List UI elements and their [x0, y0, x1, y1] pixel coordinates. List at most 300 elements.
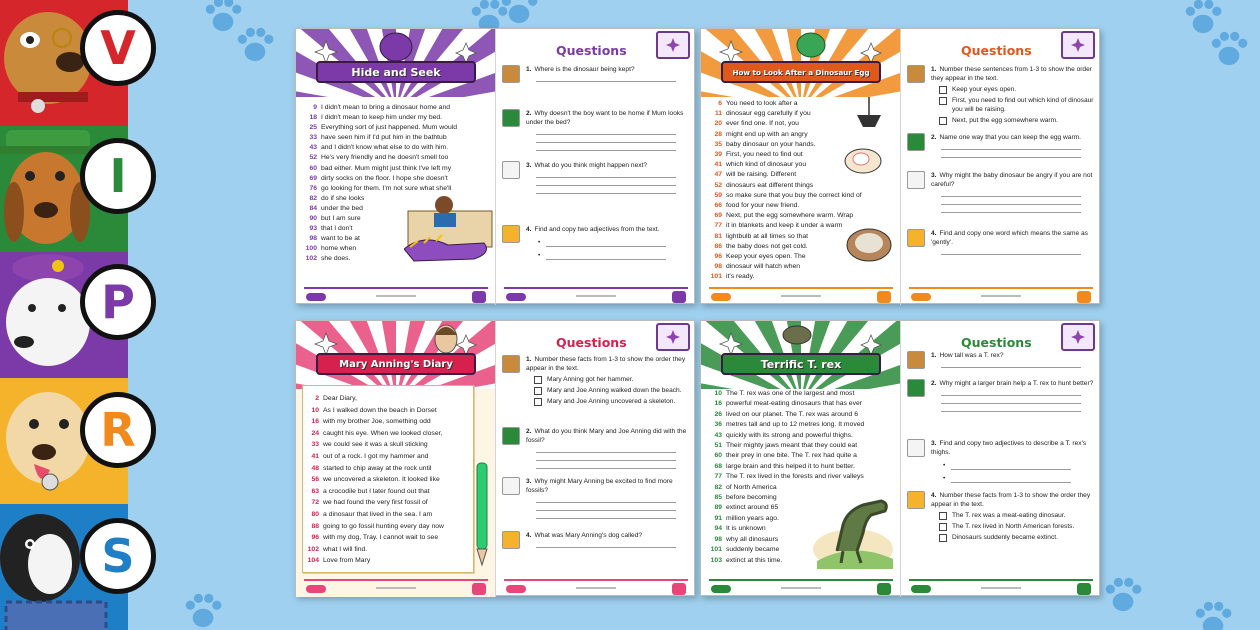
option-text: Mary and Joe Anning walked down the beach.	[547, 387, 682, 394]
answer-line[interactable]	[536, 143, 676, 151]
ordering-option	[534, 375, 690, 384]
word-count: 101	[710, 546, 722, 554]
answer-line[interactable]	[536, 127, 676, 135]
word-count: 98	[309, 235, 317, 243]
word-count: 80	[311, 510, 319, 518]
story-line-text: so make sure that you buy the correct kind of	[726, 191, 862, 199]
word-count: 39	[714, 151, 722, 159]
option-text: The T. rex lived in North American forests.	[952, 523, 1075, 530]
question	[502, 109, 690, 151]
badge-icon	[877, 583, 891, 595]
story-text	[306, 393, 444, 567]
answer-line[interactable]	[536, 135, 676, 143]
question-skill-dog-icon	[502, 427, 520, 445]
answer-line[interactable]	[536, 540, 676, 548]
letter-r: R	[100, 403, 136, 457]
story-line	[304, 103, 451, 113]
story-line-text: might end up with an angry	[726, 130, 808, 138]
story-line	[709, 451, 857, 461]
word-count: 52	[714, 181, 722, 189]
option-text: First, you need to find out which kind of dinosaur you will be raising.	[952, 97, 1094, 113]
story-line-text: powerful meat-eating dinosaurs that has ever	[726, 400, 863, 408]
question-skill-dog-icon	[907, 171, 925, 189]
word-count: 69	[309, 174, 317, 182]
publisher-logo-icon	[911, 293, 931, 301]
word-count: 63	[311, 487, 319, 495]
badge-icon	[472, 583, 486, 595]
badge-icon	[672, 291, 686, 303]
story-line-text: what I will find.	[323, 545, 368, 553]
story-text	[709, 99, 862, 283]
story-line	[709, 201, 833, 211]
story-line-text: Love from Mary	[323, 557, 371, 565]
story-line-text: dinosaur will hatch when	[726, 263, 801, 271]
word-count: 90	[309, 215, 317, 223]
story-line-text: I didn't mean to keep him under my bed.	[321, 114, 443, 122]
question	[907, 439, 1095, 483]
story-line-text: Dear Diary,	[323, 395, 357, 402]
question-number: 4.	[931, 230, 937, 237]
story-line	[709, 441, 858, 451]
paw-print-icon	[1206, 26, 1252, 72]
word-count: 103	[710, 556, 722, 564]
number-box[interactable]	[939, 86, 947, 94]
story-line-text: million years ago.	[726, 514, 779, 522]
word-count: 43	[309, 144, 317, 152]
answer-bullet[interactable]	[943, 461, 1095, 470]
question-text: Find and copy two adjectives to describe a T. rex's thighs.	[931, 440, 1087, 456]
questions-heading: Questions	[961, 335, 1032, 350]
story-line-text: caught his eye. When we looked closer,	[323, 429, 443, 437]
page-footer	[496, 577, 696, 597]
story-line	[709, 410, 858, 420]
word-count: 96	[311, 534, 319, 542]
question-skill-dog-icon	[907, 491, 925, 509]
questions-page	[496, 321, 696, 597]
story-line	[306, 428, 443, 440]
paw-print-icon	[232, 22, 278, 68]
story-line-text: want to be at	[321, 235, 360, 243]
worksheet-title: How to Look After a Dinosaur Egg	[721, 61, 881, 83]
page-footer	[901, 285, 1101, 305]
number-box[interactable]	[939, 512, 947, 520]
badge-icon	[472, 291, 486, 303]
story-line-text: out of a rock. I got my hammer and	[323, 452, 429, 460]
story-line-text: You need to look after a	[726, 100, 798, 107]
story-line-text: Keep your eyes open. The	[726, 253, 806, 261]
story-line-text: their prey in one bite. The T. rex had quite a	[726, 452, 857, 460]
answer-line[interactable]	[536, 495, 676, 503]
worksheet-hide-and-seek	[295, 28, 695, 304]
questions-heading: Questions	[556, 335, 627, 350]
letter-p: P	[101, 275, 135, 329]
word-count: 26	[714, 410, 722, 418]
question-number: 2.	[526, 110, 532, 117]
option-text: The T. rex was a meat-eating dinosaur.	[952, 512, 1066, 519]
story-line	[304, 153, 449, 163]
vipers-letter-i	[80, 138, 156, 214]
bullet-mark: •	[538, 239, 541, 246]
word-count: 82	[309, 194, 317, 202]
sparkle-icon	[1061, 323, 1095, 351]
word-count: 18	[309, 114, 317, 122]
answer-line[interactable]	[941, 360, 1081, 368]
word-count: 52	[309, 154, 317, 162]
story-line-text: we could see it was a skull sticking	[323, 441, 428, 449]
story-line-text: The T. rex lived in the forests and river valleys	[726, 473, 864, 481]
story-line-text: suddenly became	[726, 546, 780, 554]
word-count: 77	[714, 473, 722, 481]
sparkle-icon	[656, 31, 690, 59]
answer-line[interactable]	[941, 197, 1081, 205]
question-number: 4.	[526, 226, 532, 233]
story-line-text: a dinosaur that lived in the sea. I am	[323, 510, 433, 518]
word-count: 47	[714, 171, 722, 179]
question-text: Why might the baby dinosaur be angry if you are not careful?	[931, 172, 1093, 188]
word-count: 93	[309, 225, 317, 233]
worksheet-t-rex	[700, 320, 1100, 596]
answer-bullet[interactable]	[538, 238, 690, 247]
question	[907, 351, 1095, 368]
question-text: Why doesn't the boy want to be home if Mum looks under the bed?	[526, 110, 684, 126]
worksheet-mary-anning	[295, 320, 695, 596]
letter-s: S	[101, 529, 135, 583]
story-illustration	[472, 459, 492, 569]
bullet-mark: •	[943, 462, 946, 469]
number-box[interactable]	[534, 376, 542, 384]
story-line	[304, 133, 447, 143]
page-footer	[901, 577, 1101, 597]
question	[907, 133, 1095, 158]
answer-line[interactable]	[536, 511, 676, 519]
story-line-text: of North America	[726, 483, 777, 491]
story-line	[709, 221, 843, 231]
ordering-option	[939, 533, 1095, 542]
story-line	[306, 416, 430, 428]
questions-page	[901, 29, 1101, 305]
question	[502, 355, 690, 406]
ordering-option	[534, 397, 690, 406]
question-text: Name one way that you can keep the egg warm.	[939, 134, 1081, 141]
answer-line[interactable]	[536, 186, 676, 194]
question-number: 3.	[931, 440, 937, 447]
story-line	[709, 389, 855, 399]
story-line-text: lightbulb at all times so that	[726, 232, 808, 240]
question-text: Number these facts from 1-3 to show the order they appear in the text.	[931, 492, 1091, 508]
word-count: 76	[309, 184, 317, 192]
story-line	[306, 521, 444, 533]
word-count: 33	[311, 441, 319, 449]
question	[907, 65, 1095, 125]
question	[502, 225, 690, 260]
word-count: 10	[311, 406, 319, 414]
letter-i: I	[109, 149, 127, 203]
word-count: 16	[714, 400, 722, 408]
question	[502, 531, 690, 548]
word-count: 68	[714, 462, 722, 470]
word-count: 104	[307, 557, 319, 565]
paw-print-icon	[180, 588, 226, 630]
publisher-logo-icon	[506, 585, 526, 593]
question-number: 2.	[526, 428, 532, 435]
story-line	[709, 170, 833, 180]
word-count: 41	[311, 452, 319, 460]
letter-v: V	[100, 21, 136, 75]
story-line-text: Everything sort of just happened. Mum would	[321, 124, 458, 132]
option-text: Keep your eyes open.	[952, 86, 1017, 93]
story-line	[306, 451, 430, 463]
story-line-text: but I am sure	[321, 215, 361, 223]
reading-page	[296, 321, 496, 597]
question-skill-dog-icon	[502, 225, 520, 243]
story-line-text: First, you need to find out	[726, 151, 803, 159]
story-line-text: food for your new friend.	[726, 202, 800, 210]
story-line-text: go looking for them. I'm not sure what she'll	[321, 184, 452, 192]
question-text: Number these sentences from 1-3 to show the order they appear in the text.	[931, 66, 1092, 82]
word-count: 51	[714, 442, 722, 450]
question-number: 3.	[526, 162, 532, 169]
word-count: 102	[305, 255, 317, 263]
question-skill-dog-icon	[907, 229, 925, 247]
story-illustration	[404, 189, 494, 273]
story-line	[709, 420, 865, 430]
story-line	[306, 509, 433, 521]
question-number: 1.	[526, 66, 532, 73]
story-line-text: we had found the very first fossil of	[323, 499, 428, 507]
question-text: Why might a larger brain help a T. rex to hunt better?	[939, 380, 1094, 387]
answer-line[interactable]	[536, 461, 676, 469]
story-line	[304, 113, 443, 123]
answer-line[interactable]	[536, 503, 676, 511]
story-line-text: and I didn't know what else to do with him.	[321, 144, 449, 152]
word-count: 98	[714, 535, 722, 543]
word-count: 60	[714, 452, 722, 460]
page-footer	[701, 577, 901, 597]
worksheet-title: Mary Anning's Diary	[316, 353, 476, 375]
paw-print-icon	[496, 0, 542, 30]
answer-bullet[interactable]	[943, 474, 1095, 483]
publisher-logo-icon	[306, 293, 326, 301]
story-line-text: bad either. Mum might just think I've left my	[321, 164, 452, 172]
question	[502, 161, 690, 194]
badge-icon	[1077, 291, 1091, 303]
answer-line[interactable]	[536, 178, 676, 186]
question	[907, 171, 1095, 213]
question-text: Why might Mary Anning be excited to find more fossils?	[526, 478, 673, 494]
word-count: 56	[311, 476, 319, 484]
ordering-option	[939, 511, 1095, 520]
word-count: 98	[714, 263, 722, 271]
worksheet-dinosaur-egg	[700, 28, 1100, 304]
story-line	[306, 497, 430, 509]
question-text: Find and copy one word which means the same as 'gently'.	[931, 230, 1088, 246]
answer-line[interactable]	[941, 189, 1081, 197]
paw-print-icon	[1190, 596, 1236, 630]
question-number: 1.	[931, 352, 937, 359]
story-line	[709, 431, 853, 441]
questions-page	[496, 29, 696, 305]
answer-bullet[interactable]	[538, 251, 690, 260]
question-number: 3.	[931, 172, 937, 179]
page-footer	[296, 577, 496, 597]
vipers-letter-p	[80, 264, 156, 340]
answer-line[interactable]	[536, 74, 676, 82]
story-line	[709, 130, 833, 140]
story-line	[709, 272, 833, 282]
word-count: 48	[311, 464, 319, 472]
question-text: What do you think might happen next?	[534, 162, 648, 169]
word-count: 77	[714, 222, 722, 230]
story-line	[306, 393, 430, 405]
question-skill-dog-icon	[907, 351, 925, 369]
word-count: 66	[714, 202, 722, 210]
word-count: 91	[714, 514, 722, 522]
number-box[interactable]	[534, 398, 542, 406]
story-line	[304, 164, 452, 174]
story-line-text: started to chip away at the rock until	[323, 464, 432, 472]
question-text: How tall was a T. rex?	[939, 352, 1004, 359]
option-text: Next, put the egg somewhere warm.	[952, 117, 1058, 124]
reading-page	[701, 321, 901, 597]
question-number: 4.	[931, 492, 937, 499]
story-illustration	[839, 97, 899, 267]
worksheet-title: Hide and Seek	[316, 61, 476, 83]
question	[907, 229, 1095, 255]
story-line-text: I didn't mean to bring a dinosaur home and	[321, 104, 451, 111]
question-skill-dog-icon	[502, 477, 520, 495]
question-number: 4.	[526, 532, 532, 539]
story-line	[709, 252, 833, 262]
page-footer	[496, 285, 696, 305]
answer-line[interactable]	[941, 205, 1081, 213]
word-count: 6	[718, 100, 722, 107]
option-text: Dinosaurs suddenly became extinct.	[952, 534, 1058, 541]
story-line-text: Their mighty jaws meant that they could eat	[726, 442, 858, 450]
question-number: 1.	[526, 356, 532, 363]
story-line	[709, 99, 833, 109]
story-line-text: quickly with its strong and powerful thighs.	[726, 431, 853, 439]
answer-line[interactable]	[536, 453, 676, 461]
answer-line[interactable]	[536, 170, 676, 178]
word-count: 81	[714, 232, 722, 240]
number-box[interactable]	[939, 523, 947, 531]
story-line	[709, 181, 833, 191]
word-count: 89	[714, 504, 722, 512]
story-line-text: with my dog, Tray. I cannot wait to see	[323, 534, 439, 542]
story-line-text: under the bed	[321, 204, 363, 212]
story-line	[709, 232, 833, 242]
question-skill-dog-icon	[502, 531, 520, 549]
word-count: 43	[714, 431, 722, 439]
story-line-text: He's very friendly and he doesn't smell too	[321, 154, 449, 162]
question-number: 1.	[931, 66, 937, 73]
story-line	[306, 486, 430, 498]
story-line-text: that I don't	[321, 225, 353, 233]
word-count: 82	[714, 483, 722, 491]
ordering-option	[939, 116, 1095, 125]
questions-heading: Questions	[961, 43, 1032, 58]
story-line-text: Next, put the egg somewhere warm. Wrap	[726, 212, 854, 220]
story-line-text: lived on our planet. The T. rex was around 6	[726, 410, 858, 418]
word-count: 84	[309, 204, 317, 212]
story-line	[306, 439, 430, 451]
question-skill-dog-icon	[907, 379, 925, 397]
sparkle-icon	[656, 323, 690, 351]
number-box[interactable]	[534, 387, 542, 395]
answer-line[interactable]	[941, 388, 1081, 396]
story-line-text: a crocodile but I later found out that	[323, 487, 430, 495]
option-text: Mary and Joe Anning uncovered a skeleton.	[547, 398, 676, 405]
publisher-logo-icon	[911, 585, 931, 593]
answer-line[interactable]	[941, 142, 1081, 150]
question	[907, 491, 1095, 542]
paw-print-icon	[1100, 572, 1146, 618]
publisher-logo-icon	[711, 585, 731, 593]
word-count: 59	[714, 191, 722, 199]
word-count: 72	[311, 499, 319, 507]
answer-line[interactable]	[941, 150, 1081, 158]
answer-line[interactable]	[536, 445, 676, 453]
story-line-text: dinosaur egg carefully if you	[726, 110, 811, 118]
word-count: 10	[714, 390, 722, 397]
word-count: 101	[710, 273, 722, 281]
badge-icon	[672, 583, 686, 595]
question-number: 2.	[931, 380, 937, 387]
word-count: 69	[714, 212, 722, 220]
word-count: 33	[309, 134, 317, 142]
ordering-option	[939, 96, 1095, 114]
question	[502, 65, 690, 82]
number-box[interactable]	[939, 534, 947, 542]
story-line-text: ever find one. If not, you	[726, 120, 799, 128]
word-count: 11	[714, 110, 722, 118]
number-box[interactable]	[939, 97, 947, 105]
answer-line[interactable]	[941, 247, 1081, 255]
answer-line[interactable]	[941, 396, 1081, 404]
question	[502, 477, 690, 519]
story-line-text: with my brother Joe, something odd	[323, 418, 431, 426]
questions-heading: Questions	[556, 43, 627, 58]
answer-line[interactable]	[941, 404, 1081, 412]
option-text: Mary Anning got her hammer.	[547, 376, 634, 383]
question-skill-dog-icon	[502, 109, 520, 127]
publisher-logo-icon	[306, 585, 326, 593]
story-illustration	[807, 481, 897, 571]
reading-page	[296, 29, 496, 305]
publisher-logo-icon	[711, 293, 731, 301]
question-text: Find and copy two adjectives from the text.	[534, 226, 660, 233]
story-line-text: extinct around 65	[726, 504, 779, 512]
story-line-text: metres tall and up to 12 metres long. It moved	[726, 421, 865, 429]
question-text: What do you think Mary and Joe Anning did with the fossil?	[526, 428, 687, 444]
number-box[interactable]	[939, 117, 947, 125]
story-line	[709, 140, 833, 150]
question-skill-dog-icon	[502, 65, 520, 83]
bullet-mark: •	[943, 475, 946, 482]
story-line	[306, 555, 430, 567]
question	[907, 379, 1095, 412]
word-count: 2	[315, 395, 319, 402]
word-count: 96	[714, 253, 722, 261]
story-line-text: As I walked down the beach in Dorset	[323, 406, 437, 414]
badge-icon	[877, 291, 891, 303]
story-line	[709, 399, 863, 409]
publisher-logo-icon	[506, 293, 526, 301]
question-skill-dog-icon	[907, 133, 925, 151]
story-line-text: it in blankets and keep it under a warm	[726, 222, 843, 230]
word-count: 20	[714, 120, 722, 128]
story-line	[709, 109, 833, 119]
